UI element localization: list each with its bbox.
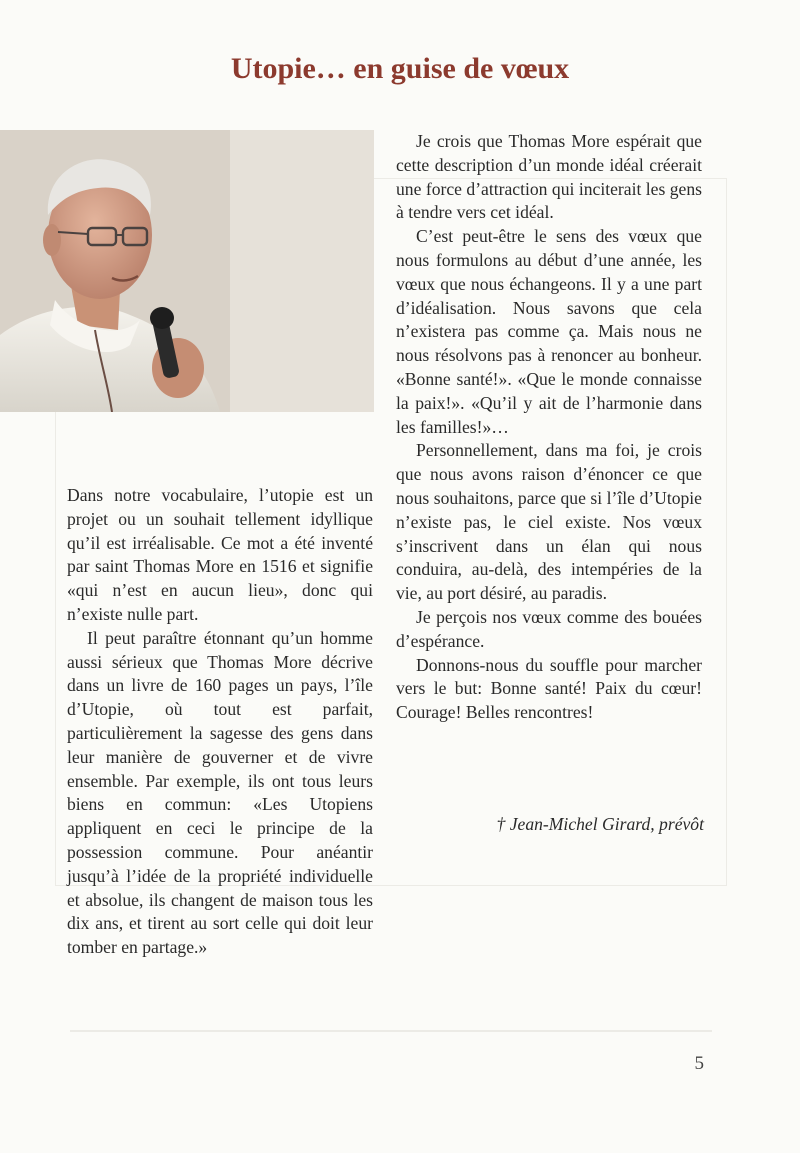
paragraph: Je crois que Thomas More espérait que cette description d’un monde idéal créerait une force d’attraction qui inciterait les gens à tendre vers cet idéal. — [396, 131, 702, 223]
cross-symbol: † — [496, 814, 506, 834]
portrait-illustration — [0, 130, 374, 412]
author-photo — [0, 130, 374, 412]
page-number: 5 — [694, 1053, 704, 1074]
signature: † Jean-Michel Girard, prévôt — [496, 814, 704, 834]
signature-role: prévôt — [659, 814, 704, 834]
paragraph: Personnellement, dans ma foi, je crois que nous avons raison d’énoncer ce que nous souhaitons, parce que si l’île d’Utopie n’existe pas, le ciel existe. Nos vœux s’inscrivent dans un élan qui nous conduira, au-delà, des intempéries de la vie, au port désiré, au paradis. — [396, 440, 702, 604]
paragraph: Il peut paraître étonnant qu’un homme aussi sérieux que Thomas More décrive dans un livre de 160 pages un pays, l’île d’Utopie, où tout est parfait, particulièrement la sagesse des gens dans leur manière de gouverner et de vivre ensemble. Par exemple, ils ont tous leurs biens en commun: «Les Utopiens appliquent en ceci le principe de la possession commune. Pour anéantir jusqu’à l’idée de la propriété individuelle et absolue, ils changent de maison tous les dix ans, et tirent au sort celle qui doit leur tomber en partage.» — [67, 627, 373, 958]
page-title: Utopie… en guise de vœux — [230, 52, 570, 85]
show-through-rule — [70, 1030, 712, 1032]
text-column-left — [67, 484, 373, 960]
paragraph: Je perçois nos vœux comme des bouées d’espérance. — [396, 606, 702, 651]
paragraph: C’est peut-être le sens des vœux que nous formulons au début d’une année, les vœux que nous échangeons. Il y a une part d’idéalisation. Nous savons que cela n’existera pas comme ça. Mais nous ne nous résolvons pas à renoncer au bonheur. «Bonne santé!». «Que le monde connaisse la paix!». «Qu’il y ait de l’harmonie dans les familles!»… — [396, 226, 702, 437]
paragraph: Donnons-nous du souffle pour marcher vers le but: Bonne santé! Paix du cœur! Courage! Belles rencontres! — [396, 654, 702, 723]
paragraph: Dans notre vocabulaire, l’utopie est un projet ou un souhait tellement idyllique qu’il est irréalisable. Ce mot a été inventé par saint Thomas More en 1516 et signifie «qui n’est en aucun lieu», donc qui n’existe nulle part. — [67, 485, 373, 624]
signature-name: Jean-Michel Girard — [509, 814, 651, 834]
text-column-right — [396, 130, 702, 725]
